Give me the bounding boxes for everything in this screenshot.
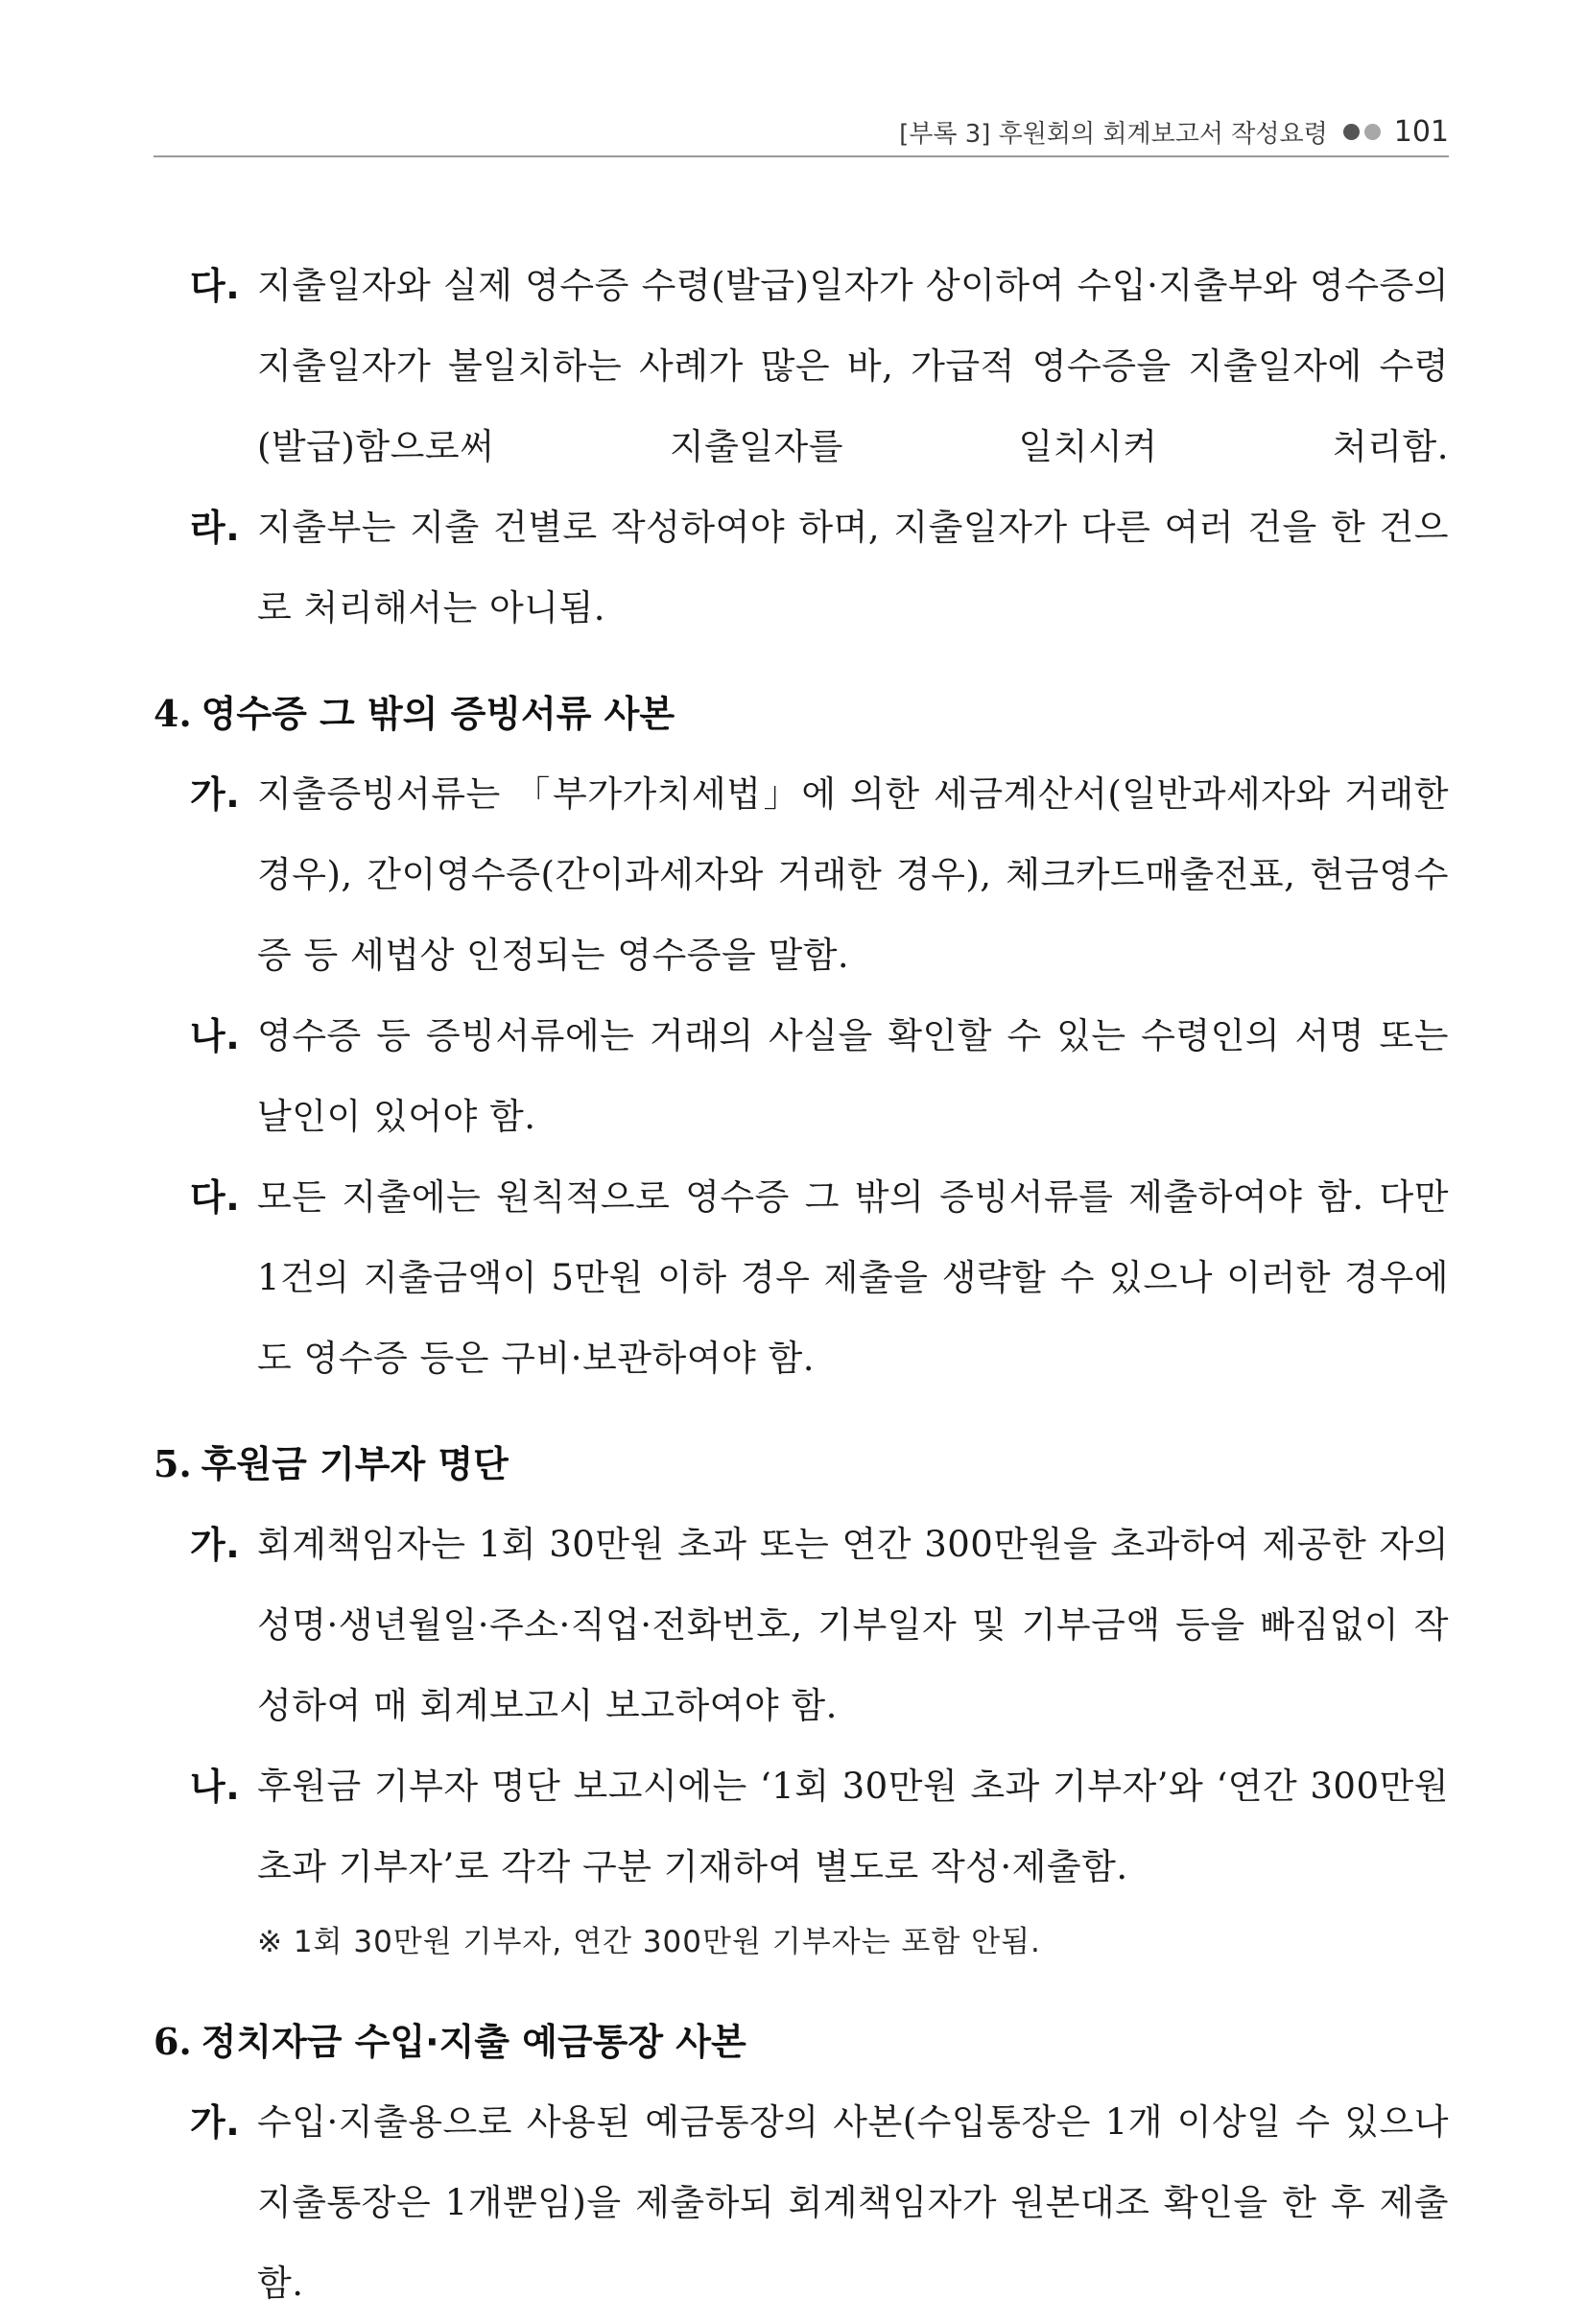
section-number: 6. (154, 2020, 192, 2063)
list-item (154, 754, 1449, 996)
item-text: 지출일자와 실제 영수증 수령(발급)일자가 상이하여 수입·지출부와 영수증의 지출일자가 불일치하는 사례가 많은 바, 가급적 영수증을 지출일자에 수령(발급)함으로써 지출일자를 일치시켜 처리함. (257, 265, 1449, 467)
item-marker: 가. (190, 1524, 241, 1566)
page-body (154, 246, 1449, 2324)
item-marker: 가. (190, 2101, 241, 2144)
section-title: 정치자금 수입·지출 예금통장 사본 (201, 2021, 746, 2063)
item-text: 모든 지출에는 원칙적으로 영수증 그 밖의 증빙서류를 제출하여야 함. 다만 1건의 지출금액이 5만원 이하 경우 제출을 생략할 수 있으나 이러한 경우에도 영수증 등은 구비·보관하여야 함. (257, 1176, 1449, 1379)
section-heading (154, 2002, 1449, 2082)
section-title: 후원금 기부자 명단 (201, 1443, 509, 1485)
page-number: 101 (1393, 114, 1449, 149)
list-item (154, 1505, 1449, 1746)
item-marker: 라. (190, 507, 241, 549)
item-marker: 다. (190, 265, 241, 307)
item-marker: 다. (190, 1176, 241, 1219)
list-item (154, 996, 1449, 1157)
item-text: 회계책임자는 1회 30만원 초과 또는 연간 300만원을 초과하여 제공한 자의 성명·생년월일·주소·직업·전화번호, 기부일자 및 기부금액 등을 빠짐없이 작성하여 매 회계보고시 보고하여야 함. (257, 1524, 1449, 1726)
running-header (154, 113, 1449, 157)
item-marker: 나. (190, 1766, 241, 1808)
item-text: 후원금 기부자 명단 보고시에는 ‘1회 30만원 초과 기부자’와 ‘연간 300만원 초과 기부자’로 각각 구분 기재하여 별도로 작성·제출함. (257, 1766, 1449, 1887)
list-item (154, 1157, 1449, 1399)
header-title: [부록 3] 후원회의 회계보고서 작성요령 (899, 119, 1328, 149)
item-text: 지출증빙서류는 「부가가치세법」에 의한 세금계산서(일반과세자와 거래한 경우), 간이영수증(간이과세자와 거래한 경우), 체크카드매출전표, 현금영수증 등 세법상 인정되는 영수증을 말함. (257, 773, 1449, 976)
list-item (154, 1746, 1449, 1908)
section-title: 영수증 그 밖의 증빙서류 사본 (201, 693, 675, 735)
list-item (154, 2082, 1449, 2324)
list-item (154, 487, 1449, 649)
section-heading (154, 1424, 1449, 1505)
light-dot-icon (1364, 124, 1381, 140)
item-marker: 나. (190, 1015, 241, 1057)
item-text: 영수증 등 증빙서류에는 거래의 사실을 확인할 수 있는 수령인의 서명 또는 날인이 있어야 함. (257, 1015, 1449, 1137)
item-text: 수입·지출용으로 사용된 예금통장의 사본(수입통장은 1개 이상일 수 있으나 지출통장은 1개뿐임)을 제출하되 회계책임자가 원본대조 확인을 한 후 제출함. (257, 2101, 1449, 2304)
item-text: 지출부는 지출 건별로 작성하여야 하며, 지출일자가 다른 여러 건을 한 건으로 처리해서는 아니됨. (257, 507, 1449, 628)
section-number: 4. (154, 692, 192, 735)
list-item (154, 246, 1449, 487)
section-number: 5. (154, 1442, 192, 1485)
section-heading (154, 674, 1449, 754)
note: ※ 1회 30만원 기부자, 연간 300만원 기부자는 포함 안됨. (257, 1925, 1041, 1959)
header-dots-icon (1343, 124, 1381, 140)
dark-dot-icon (1343, 124, 1360, 140)
item-marker: 가. (190, 773, 241, 816)
